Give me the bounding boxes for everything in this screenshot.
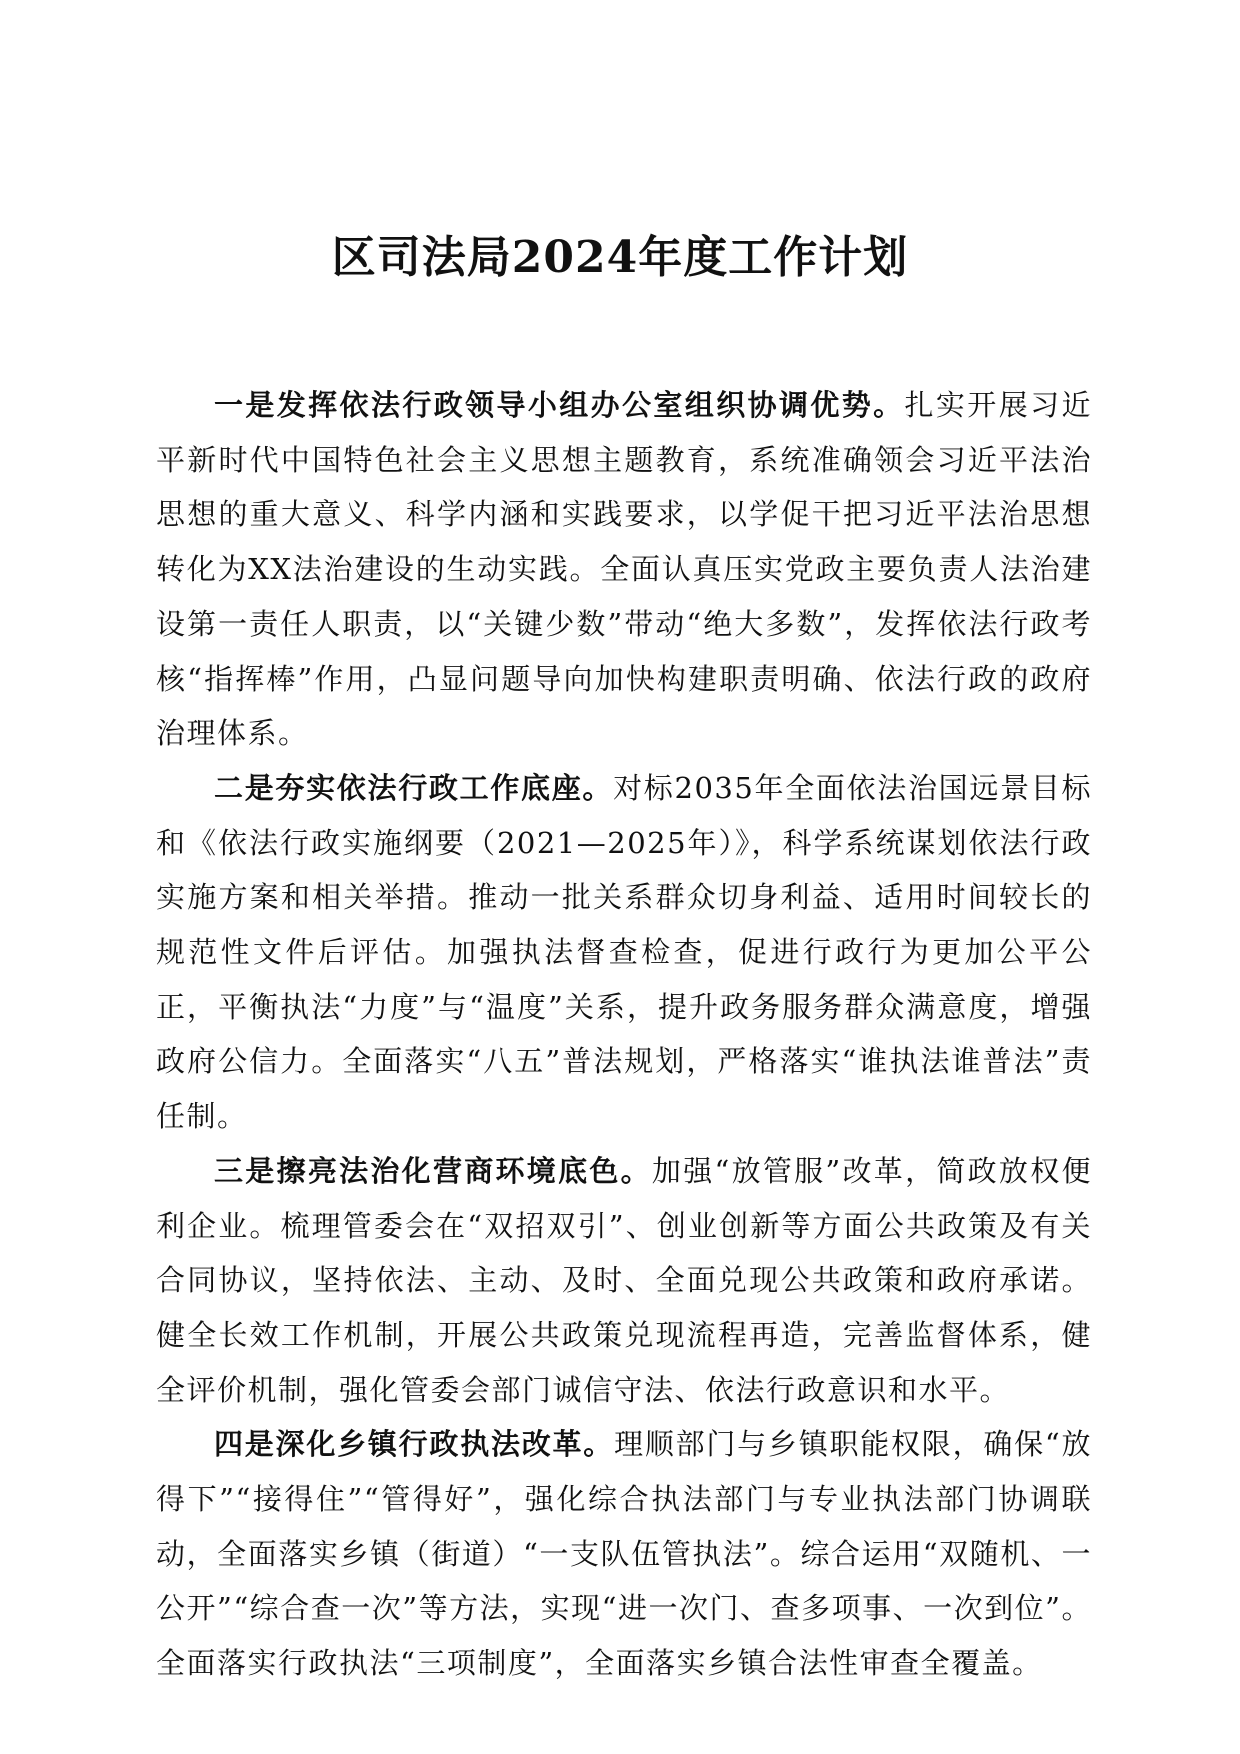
paragraph-1-lead: 一是发挥依法行政领导小组办公室组织协调优势。 bbox=[214, 388, 905, 422]
paragraph-2-text: 对标2035年全面依法治国远景目标和《依法行政实施纲要（2021—2025年）》，科学系统谋划依法行政实施方案和相关举措。推动一批关系群众切身利益、适用时间较长的规范性文件后评估。加强执法督查检查，促进行政行为更加公平公正，平衡执法“力度”与“温度”关系，提升政务服务群众满意度，增强政府公信力。全面落实“八五”普法规划，严格落实“谁执法谁普法”责任制。 bbox=[156, 770, 1092, 1134]
paragraph-2 bbox=[156, 761, 1092, 1144]
document-body bbox=[156, 378, 1092, 1691]
paragraph-4-lead: 四是深化乡镇行政执法改革。 bbox=[214, 1427, 615, 1462]
paragraph-1-text: 扎实开展习近平新时代中国特色社会主义思想主题教育，系统准确领会习近平法治思想的重大意义、科学内涵和实践要求，以学促干把习近平法治思想转化为XX法治建设的生动实践。全面认真压实党政主要负责人法治建设第一责任人职责，以“关键少数”带动“绝大多数”，发挥依法行政考核“指挥棒”作用，凸显问题导向加快构建职责明确、依法行政的政府治理体系。 bbox=[156, 388, 1092, 751]
paragraph-4 bbox=[156, 1417, 1092, 1691]
document-title: 区司法局2024年度工作计划 bbox=[331, 232, 909, 283]
paragraph-4-text: 理顺部门与乡镇职能权限，确保“放得下”“接得住”“管得好”，强化综合执法部门与专业执法部门协调联动，全面落实乡镇（街道）“一支队伍管执法”。综合运用“双随机、一公开”“综合查一次”等方法，实现“进一次门、查多项事、一次到位”。全面落实行政执法“三项制度”，全面落实乡镇合法性审查全覆盖。 bbox=[156, 1427, 1092, 1681]
paragraph-3-lead: 三是擦亮法治化营商环境底色。 bbox=[214, 1153, 652, 1188]
paragraph-2-lead: 二是夯实依法行政工作底座。 bbox=[214, 770, 614, 805]
paragraph-3-text: 加强“放管服”改革，简政放权便利企业。梳理管委会在“双招双引”、创业创新等方面公共政策及有关合同协议，坚持依法、主动、及时、全面兑现公共政策和政府承诺。健全长效工作机制，开展公共政策兑现流程再造，完善监督体系，健全评价机制，强化管委会部门诚信守法、依法行政意识和水平。 bbox=[156, 1153, 1092, 1407]
paragraph-3 bbox=[156, 1144, 1092, 1418]
paragraph-1 bbox=[156, 378, 1092, 761]
